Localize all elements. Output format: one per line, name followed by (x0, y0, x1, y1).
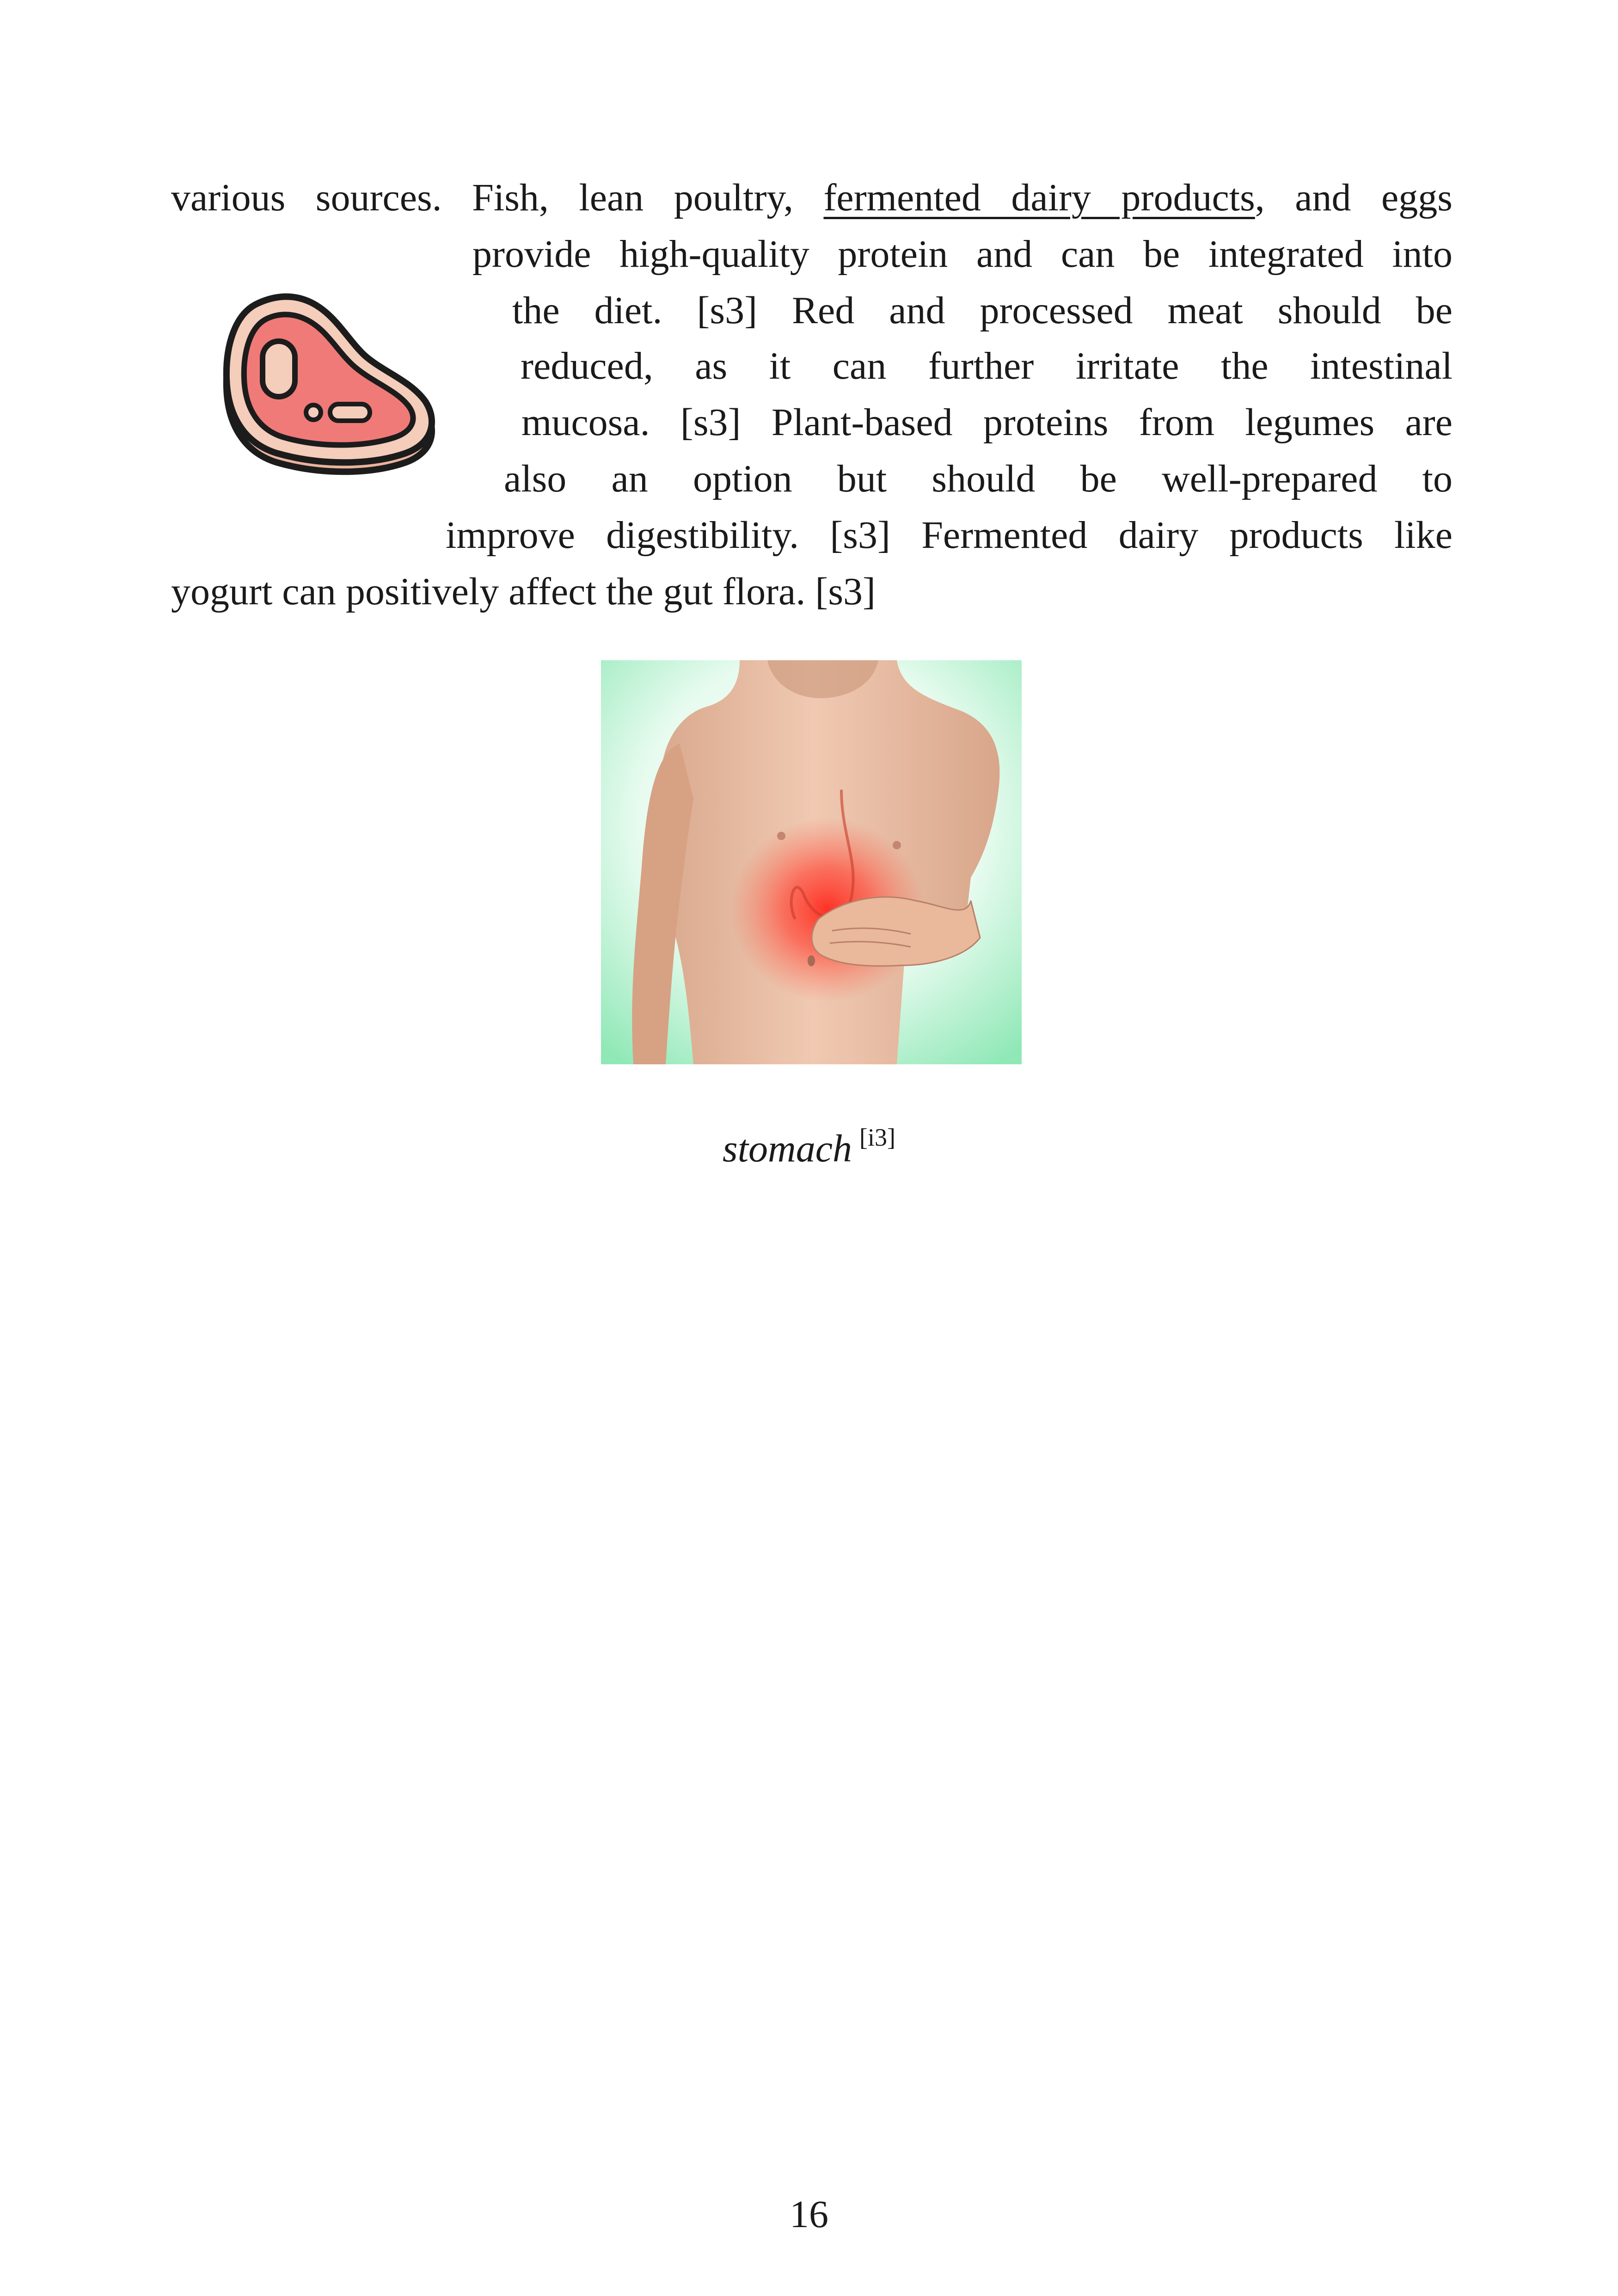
text-segment: various sources. Fish, lean poultry, (171, 176, 793, 219)
figure-caption (0, 1114, 1618, 1172)
page-number: 16 (790, 2193, 828, 2236)
meat-steak-icon (216, 290, 438, 485)
paragraph-line-2: provide high-quality protein and can be integrated into (472, 233, 1453, 276)
stomach-photo (601, 660, 1022, 1064)
paragraph-line-1 (171, 175, 1453, 221)
caption-text: stomach (723, 1127, 852, 1170)
paragraph-line-3: the diet. [s3] Red and processed meat should be (512, 289, 1453, 332)
paragraph-line-8: yogurt can positively affect the gut flora. [s3] (171, 570, 876, 613)
caption-reference[interactable]: [i3] (859, 1123, 895, 1151)
text-segment: , and eggs (1255, 176, 1453, 219)
paragraph-line-5: mucosa. [s3] Plant-based proteins from legumes are (521, 401, 1453, 444)
paragraph-line-6: also an option but should be well-prepared to (504, 457, 1453, 500)
paragraph-line-4: reduced, as it can further irritate the intestinal (521, 344, 1453, 387)
paragraph-line-7: improve digestibility. [s3] Fermented dairy products like (446, 514, 1453, 557)
fermented-dairy-link[interactable]: fermented dairy products (823, 176, 1255, 219)
